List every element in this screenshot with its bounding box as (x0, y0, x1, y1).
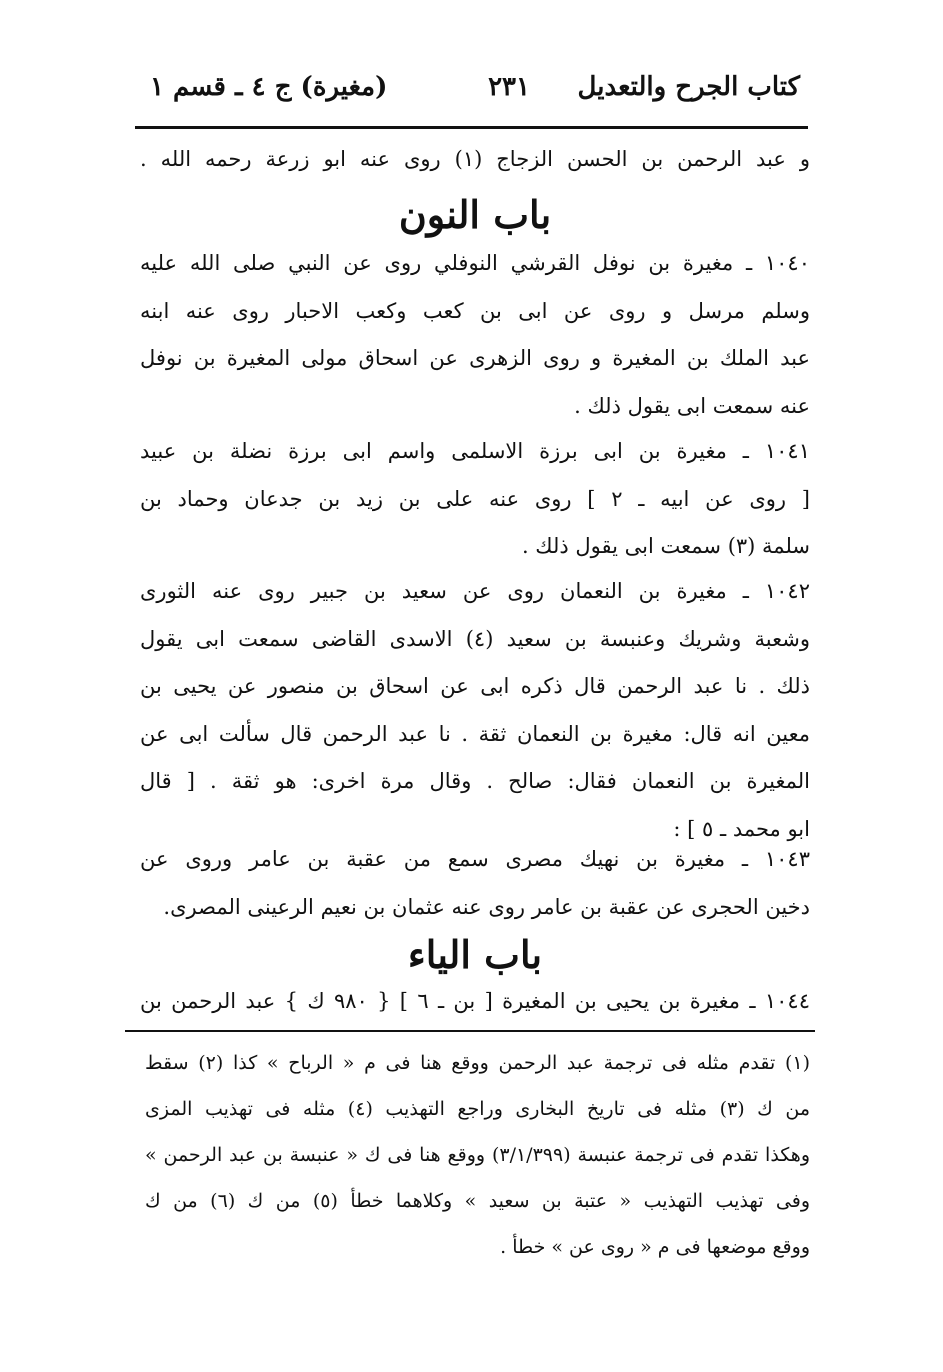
footnote-line: وفى تهذيب التهذيب « عتبة بن سعيد » وكلاهما خطأ (٥) من ك (٦) من ك (145, 1190, 810, 1212)
entry-1044 (140, 978, 810, 1026)
chapter-heading-ya: باب الياء (407, 932, 543, 977)
entry-line: معين انه قال: مغيرة بن النعمان ثقة . نا عبد الرحمن قال سألت ابى عن (140, 721, 810, 746)
chapter-heading-nun: باب النون (398, 192, 552, 237)
footnote-line: ووقع موضعها فى م « روى عن » خطأ . (500, 1236, 810, 1258)
entry-line: ١٠٤٢ ـ مغيرة بن النعمان روى عن سعيد بن جبير روى عنه الثورى (140, 579, 810, 603)
footnotes (145, 1040, 810, 1270)
intro-line: و عبد الرحمن بن الحسن الزجاج (١) روى عنه ابو زرعة رحمه الله . (140, 147, 810, 171)
entry-line: ١٠٤٣ ـ مغيرة بن نهيك مصرى سمع من عقبة بن عامر وروى عن (140, 847, 810, 871)
entry-1043 (140, 836, 810, 931)
entry-line: سلمة (٣) سمعت ابى يقول ذلك . (521, 534, 810, 558)
footnote-line: (١) تقدم مثله فى ترجمة عبد الرحمن ووقع هنا فى م « الرباح » كذا (٢) سقط (145, 1052, 810, 1074)
footnote-rule (125, 1030, 815, 1032)
entry-1042 (140, 568, 810, 853)
intro-paragraph (140, 136, 810, 184)
footnote-line: وهكذا تقدم فى ترجمة عنبسة (٣/١/٣٩٩) ووقع هنا فى ك « عنبسة بن عبد الرحمن » (145, 1144, 810, 1166)
entry-line: ١٠٤٤ ـ مغيرة بن يحيى بن المغيرة [ بن ـ ٦ ] { ٩٨٠ ك } عبد الرحمن بن (140, 989, 810, 1013)
book-title: كتاب الجرح والتعديل (577, 72, 800, 102)
entry-line: ١٠٤٠ ـ مغيرة بن نوفل القرشي النوفلي روى عن النبي صلى الله عليه (140, 251, 810, 275)
entry-1041 (140, 428, 810, 571)
page-number: ٢٣١ (488, 72, 530, 102)
entry-line: ذلك . نا عبد الرحمن قال ذكره ابى عن اسحاق بن منصور عن يحيى بن (140, 674, 810, 698)
entry-line: ابو محمد ـ ٥ ] : (673, 816, 810, 841)
volume-label: (مغيرة) ج ٤ ـ قسم ١ (150, 72, 388, 102)
footnote-line: من ك (٣) مثله فى تاريخ البخارى وراجع التهذيب (٤) مثله فى تهذيب المزى (145, 1098, 810, 1120)
header-rule (135, 126, 808, 129)
entry-line: دخين الحجرى عن عقبة بن عامر روى عنه عثمان بن نعيم الرعينى المصرى. (163, 894, 810, 919)
entry-line: عبد الملك بن المغيرة و روى الزهرى عن اسحاق مولى المغيرة بن نوفل (140, 346, 810, 370)
entry-line: وسلم مرسل و روى عن ابى بن كعب وكعب الاحبار روى عنه ابنه (140, 298, 810, 323)
running-header (150, 72, 800, 116)
entry-1040 (140, 240, 810, 430)
entry-line: المغيرة بن النعمان فقال: صالح . وقال مرة اخرى: هو ثقة . [ قال (140, 769, 810, 793)
entry-line: وشعبة وشريك وعنبسة بن سعيد (٤) الاسدى القاضى سمعت ابى يقول (140, 626, 810, 651)
entry-line: [ روى عن ابيه ـ ٢ ] روى عنه على بن زيد بن جدعان وحماد بن (140, 486, 810, 511)
entry-line: عنه سمعت ابى يقول ذلك . (574, 393, 810, 418)
entry-line: ١٠٤١ ـ مغيرة بن ابى برزة الاسلمى واسم ابى برزة نضلة بن عبيد (140, 439, 810, 463)
